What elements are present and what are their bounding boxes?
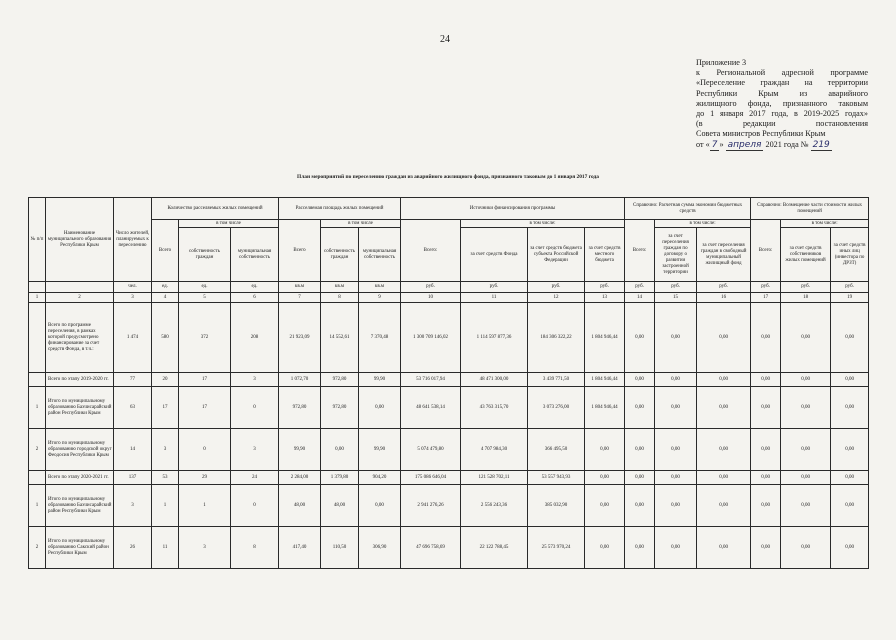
header-municipal: муниципальная собственность (359, 228, 401, 282)
header-total: Всего (279, 220, 321, 282)
appendix-date-line (696, 140, 868, 151)
column-index: 9 (359, 293, 401, 303)
table-cell: 121 528 702,11 (461, 471, 528, 485)
table-cell: 22 122 788,45 (461, 527, 528, 569)
table-cell: 77 (114, 373, 152, 387)
table-cell: 1 804 946,44 (585, 387, 625, 429)
unit-cell (46, 282, 114, 293)
table-cell: 366 495,50 (528, 429, 585, 471)
row-name: Всего по программе переселения, в рамках которой предусмотрено финансирование за счет средств Фонда, в т.ч.: (46, 303, 114, 373)
handwritten-number: 219 (812, 139, 830, 150)
table-cell: 0,00 (625, 485, 655, 527)
table-cell: 417,40 (279, 527, 321, 569)
table-cell: 17 (179, 387, 231, 429)
header-econ-free: за счет переселения граждан в свободный муниципальный жилищный фонд (697, 228, 751, 282)
resettlement-plan-table (28, 197, 869, 569)
column-index: 18 (781, 293, 831, 303)
table-cell: 0,00 (585, 429, 625, 471)
table-cell: 0,00 (831, 387, 869, 429)
header-total: Всего (152, 220, 179, 282)
table-cell: 99,90 (359, 429, 401, 471)
table-cell: 0,00 (625, 303, 655, 373)
table-row (29, 471, 869, 485)
table-cell: 0 (231, 485, 279, 527)
appendix-line: (в редакции постановления (696, 119, 868, 129)
table-cell: 4 707 984,30 (461, 429, 528, 471)
table-cell: 137 (114, 471, 152, 485)
handwritten-month: апреля (727, 139, 762, 150)
table-cell: 0,00 (831, 471, 869, 485)
column-index: 13 (585, 293, 625, 303)
row-name: Итого по муниципальному образованию Сакский район Республики Крым (46, 527, 114, 569)
unit-cell: руб. (461, 282, 528, 293)
table-cell: 0,00 (781, 373, 831, 387)
table-row (29, 429, 869, 471)
column-index: 14 (625, 293, 655, 303)
header-comp-owners: за счет средств собственников жилых помещений (781, 228, 831, 282)
table-cell: 26 (114, 527, 152, 569)
header-people: Число жителей, планируемых к переселению (114, 198, 152, 282)
table-cell: 0,00 (697, 373, 751, 387)
table-cell: 0,00 (831, 373, 869, 387)
table-cell: 0 (231, 387, 279, 429)
column-index: 4 (152, 293, 179, 303)
column-index: 6 (231, 293, 279, 303)
table-row (29, 485, 869, 527)
unit-cell: руб. (697, 282, 751, 293)
table-cell: 14 552,61 (321, 303, 359, 373)
table-cell: 0,00 (585, 527, 625, 569)
table-cell: 0,00 (655, 387, 697, 429)
appendix-line: жилищного фонда, признанного таковым (696, 98, 868, 108)
header-total: Всего: (401, 220, 461, 282)
column-index: 15 (655, 293, 697, 303)
unit-cell: руб. (751, 282, 781, 293)
unit-cell: руб. (831, 282, 869, 293)
header-owned-citizens: собственность граждан (179, 228, 231, 282)
handwritten-day: 7 (711, 139, 718, 150)
row-number: 1 (29, 485, 46, 527)
table-cell: 0,00 (697, 429, 751, 471)
header-including: в том числе (321, 220, 401, 228)
table-cell: 43 763 315,70 (461, 387, 528, 429)
row-name: Итого по муниципальному образованию Бахчисарайский район Республики Крым (46, 387, 114, 429)
table-cell: 580 (152, 303, 179, 373)
table-cell: 0,00 (655, 485, 697, 527)
table-cell: 53 557 943,93 (528, 471, 585, 485)
unit-cell (29, 282, 46, 293)
table-cell: 0,00 (751, 527, 781, 569)
page-number: 24 (440, 34, 450, 45)
appendix-line: до 1 января 2017 года, в 2019-2025 годах» (696, 109, 868, 119)
header-name: Наименование муниципального образования Республики Крым (46, 198, 114, 282)
appendix-header (696, 58, 868, 151)
table-cell: 0,00 (781, 303, 831, 373)
table-cell: 99,90 (359, 373, 401, 387)
table-cell: 1 072,70 (279, 373, 321, 387)
table-cell: 0,00 (781, 485, 831, 527)
unit-cell: руб. (655, 282, 697, 293)
table-cell: 0 (179, 429, 231, 471)
table-cell: 0,00 (625, 471, 655, 485)
header-owned-citizens: собственность граждан (321, 228, 359, 282)
column-index: 11 (461, 293, 528, 303)
table-cell: 0,00 (655, 303, 697, 373)
header-comp-other: за счет средств иных лиц (инвестора по ДРЗТ) (831, 228, 869, 282)
table-cell: 1 114 597 877,36 (461, 303, 528, 373)
header-including: в том числе (179, 220, 279, 228)
table-cell: 1 379,80 (321, 471, 359, 485)
table-cell: 0,00 (655, 471, 697, 485)
unit-cell: руб. (401, 282, 461, 293)
header-subject-budget: за счет средств бюджета субъекта Российской Федерации (528, 228, 585, 282)
table-cell: 63 (114, 387, 152, 429)
unit-cell: руб. (781, 282, 831, 293)
table-cell: 972,80 (279, 387, 321, 429)
table-cell: 1 804 946,44 (585, 373, 625, 387)
table-cell: 29 (179, 471, 231, 485)
table-cell: 110,50 (321, 527, 359, 569)
table-cell: 0,00 (751, 485, 781, 527)
table-cell: 1 300 709 146,02 (401, 303, 461, 373)
appendix-line: «Переселение граждан на территории (696, 78, 868, 88)
header-econ-contract: за счет переселения граждан по договору о развитии застроенной территории (655, 228, 697, 282)
row-number (29, 471, 46, 485)
table-cell: 1 474 (114, 303, 152, 373)
table-cell: 48 471 300,00 (461, 373, 528, 387)
header-compensation-group: Справочно: Возмещение части стоимости жилых помещений (751, 198, 869, 220)
table-cell: 0,00 (751, 429, 781, 471)
table-cell: 3 (231, 429, 279, 471)
table-cell: 0,00 (321, 429, 359, 471)
table-cell: 0,00 (655, 527, 697, 569)
table-cell: 0,00 (831, 303, 869, 373)
table-cell: 3 439 771,50 (528, 373, 585, 387)
table-cell: 0,00 (359, 485, 401, 527)
unit-cell: кв.м (321, 282, 359, 293)
header-economy-group: Справочно: Расчетная сумма экономии бюджетных средств (625, 198, 751, 220)
appendix-line: Приложение 3 (696, 58, 747, 67)
table-cell: 0,00 (655, 373, 697, 387)
table-cell: 372 (179, 303, 231, 373)
table-cell: 208 (231, 303, 279, 373)
table-cell: 3 (231, 373, 279, 387)
table-cell: 0,00 (697, 471, 751, 485)
table-cell: 0,00 (697, 387, 751, 429)
table-cell: 99,90 (279, 429, 321, 471)
table-cell: 7 370,48 (359, 303, 401, 373)
table-cell: 0,00 (625, 429, 655, 471)
appendix-line: Республики Крым из аварийного (696, 88, 868, 98)
column-index: 8 (321, 293, 359, 303)
header-including: в том числе: (655, 220, 751, 228)
table-cell: 2 284,00 (279, 471, 321, 485)
table-cell: 0,00 (831, 527, 869, 569)
table-cell: 24 (231, 471, 279, 485)
table-cell: 0,00 (781, 429, 831, 471)
unit-cell: руб. (625, 282, 655, 293)
column-index: 2 (46, 293, 114, 303)
row-number: 1 (29, 387, 46, 429)
table-cell: 306,90 (359, 527, 401, 569)
table-cell: 0,00 (697, 527, 751, 569)
header-including: в том числе: (461, 220, 625, 228)
row-name: Всего по этапу 2019-2020 гг. (46, 373, 114, 387)
table-cell: 904,20 (359, 471, 401, 485)
table-cell: 2 941 276,26 (401, 485, 461, 527)
table-cell: 1 (179, 485, 231, 527)
plan-title: План мероприятий по переселению граждан из аварийного жилищного фонда, признанного таковым до 1 января 2017 года (297, 174, 599, 180)
table-cell: 0,00 (781, 527, 831, 569)
row-number (29, 373, 46, 387)
table-cell: 53 (152, 471, 179, 485)
table-cell: 17 (152, 387, 179, 429)
header-area-group: Расселяемая площадь жилых помещений (279, 198, 401, 220)
header-total: Всего: (751, 220, 781, 282)
table-cell: 0,00 (697, 303, 751, 373)
table-cell: 21 923,09 (279, 303, 321, 373)
table-cell: 5 074 479,80 (401, 429, 461, 471)
table-cell: 0,00 (655, 429, 697, 471)
table-row (29, 387, 869, 429)
table-cell: 25 573 970,24 (528, 527, 585, 569)
date-mid: » (719, 139, 724, 149)
unit-cell: руб. (585, 282, 625, 293)
unit-cell: ед. (152, 282, 179, 293)
header-financing-group: Источники финансирования программы (401, 198, 625, 220)
table-cell: 53 716 017,94 (401, 373, 461, 387)
table-cell: 11 (152, 527, 179, 569)
unit-cell: ед. (179, 282, 231, 293)
table-cell: 3 (114, 485, 152, 527)
appendix-line: к Региональной адресной программе (696, 68, 868, 78)
table-cell: 0,00 (751, 471, 781, 485)
row-name: Всего по этапу 2020-2021 гг. (46, 471, 114, 485)
table-cell: 3 (152, 429, 179, 471)
table-row (29, 373, 869, 387)
header-municipal: муниципальная собственность (231, 228, 279, 282)
column-index: 7 (279, 293, 321, 303)
table-cell: 0,00 (831, 429, 869, 471)
row-name: Итого по муниципальному образованию городской округ Феодосия Республики Крым (46, 429, 114, 471)
table-cell: 20 (152, 373, 179, 387)
date-prefix: от « (696, 139, 710, 149)
column-index: 5 (179, 293, 231, 303)
table-cell: 8 (231, 527, 279, 569)
table-cell: 0,00 (359, 387, 401, 429)
table-cell: 184 306 322,22 (528, 303, 585, 373)
table-cell: 0,00 (625, 373, 655, 387)
table-cell: 0,00 (585, 485, 625, 527)
table-cell: 0,00 (781, 387, 831, 429)
table-body (29, 303, 869, 569)
table-cell: 0,00 (625, 387, 655, 429)
column-index: 12 (528, 293, 585, 303)
table-cell: 3 (179, 527, 231, 569)
table-cell: 48,00 (279, 485, 321, 527)
column-index: 3 (114, 293, 152, 303)
table-cell: 0,00 (831, 485, 869, 527)
table-cell: 47 696 758,69 (401, 527, 461, 569)
unit-cell: кв.м (359, 282, 401, 293)
table-cell: 1 (152, 485, 179, 527)
table-cell: 0,00 (697, 485, 751, 527)
table-cell: 0,00 (751, 373, 781, 387)
table-cell: 17 (179, 373, 231, 387)
table-cell: 972,80 (321, 373, 359, 387)
unit-cell: чел. (114, 282, 152, 293)
table-cell: 3 073 276,00 (528, 387, 585, 429)
table-cell: 0,00 (625, 527, 655, 569)
table-cell: 2 556 243,36 (461, 485, 528, 527)
unit-cell: руб. (528, 282, 585, 293)
table-cell: 48 641 538,14 (401, 387, 461, 429)
table-cell: 972,80 (321, 387, 359, 429)
header-total: Всего: (625, 220, 655, 282)
row-number: 2 (29, 429, 46, 471)
unit-cell: ед. (231, 282, 279, 293)
date-year: 2021 года № (765, 139, 809, 149)
header-local-budget: за счет средств местного бюджета (585, 228, 625, 282)
appendix-line: Совета министров Республики Крым (696, 129, 826, 139)
table-cell: 0,00 (751, 387, 781, 429)
table-cell: 0,00 (781, 471, 831, 485)
row-number (29, 303, 46, 373)
header-quantity-group: Количество расселяемых жилых помещений (152, 198, 279, 220)
row-number: 2 (29, 527, 46, 569)
table-cell: 1 804 946,44 (585, 303, 625, 373)
header-fund: за счет средств Фонда (461, 228, 528, 282)
table-header (29, 198, 869, 303)
header-num: № п/п (29, 198, 46, 282)
column-index: 1 (29, 293, 46, 303)
table-row (29, 527, 869, 569)
table-cell: 385 032,90 (528, 485, 585, 527)
header-including: в том числе: (781, 220, 869, 228)
unit-cell: кв.м (279, 282, 321, 293)
column-index: 16 (697, 293, 751, 303)
table-row (29, 303, 869, 373)
column-index: 10 (401, 293, 461, 303)
table-cell: 0,00 (751, 303, 781, 373)
table-cell: 175 086 646,04 (401, 471, 461, 485)
column-index: 17 (751, 293, 781, 303)
table-cell: 0,00 (585, 471, 625, 485)
row-name: Итого по муниципальному образованию Бахчисарайский район Республики Крым (46, 485, 114, 527)
table-cell: 48,00 (321, 485, 359, 527)
table-cell: 14 (114, 429, 152, 471)
column-index: 19 (831, 293, 869, 303)
